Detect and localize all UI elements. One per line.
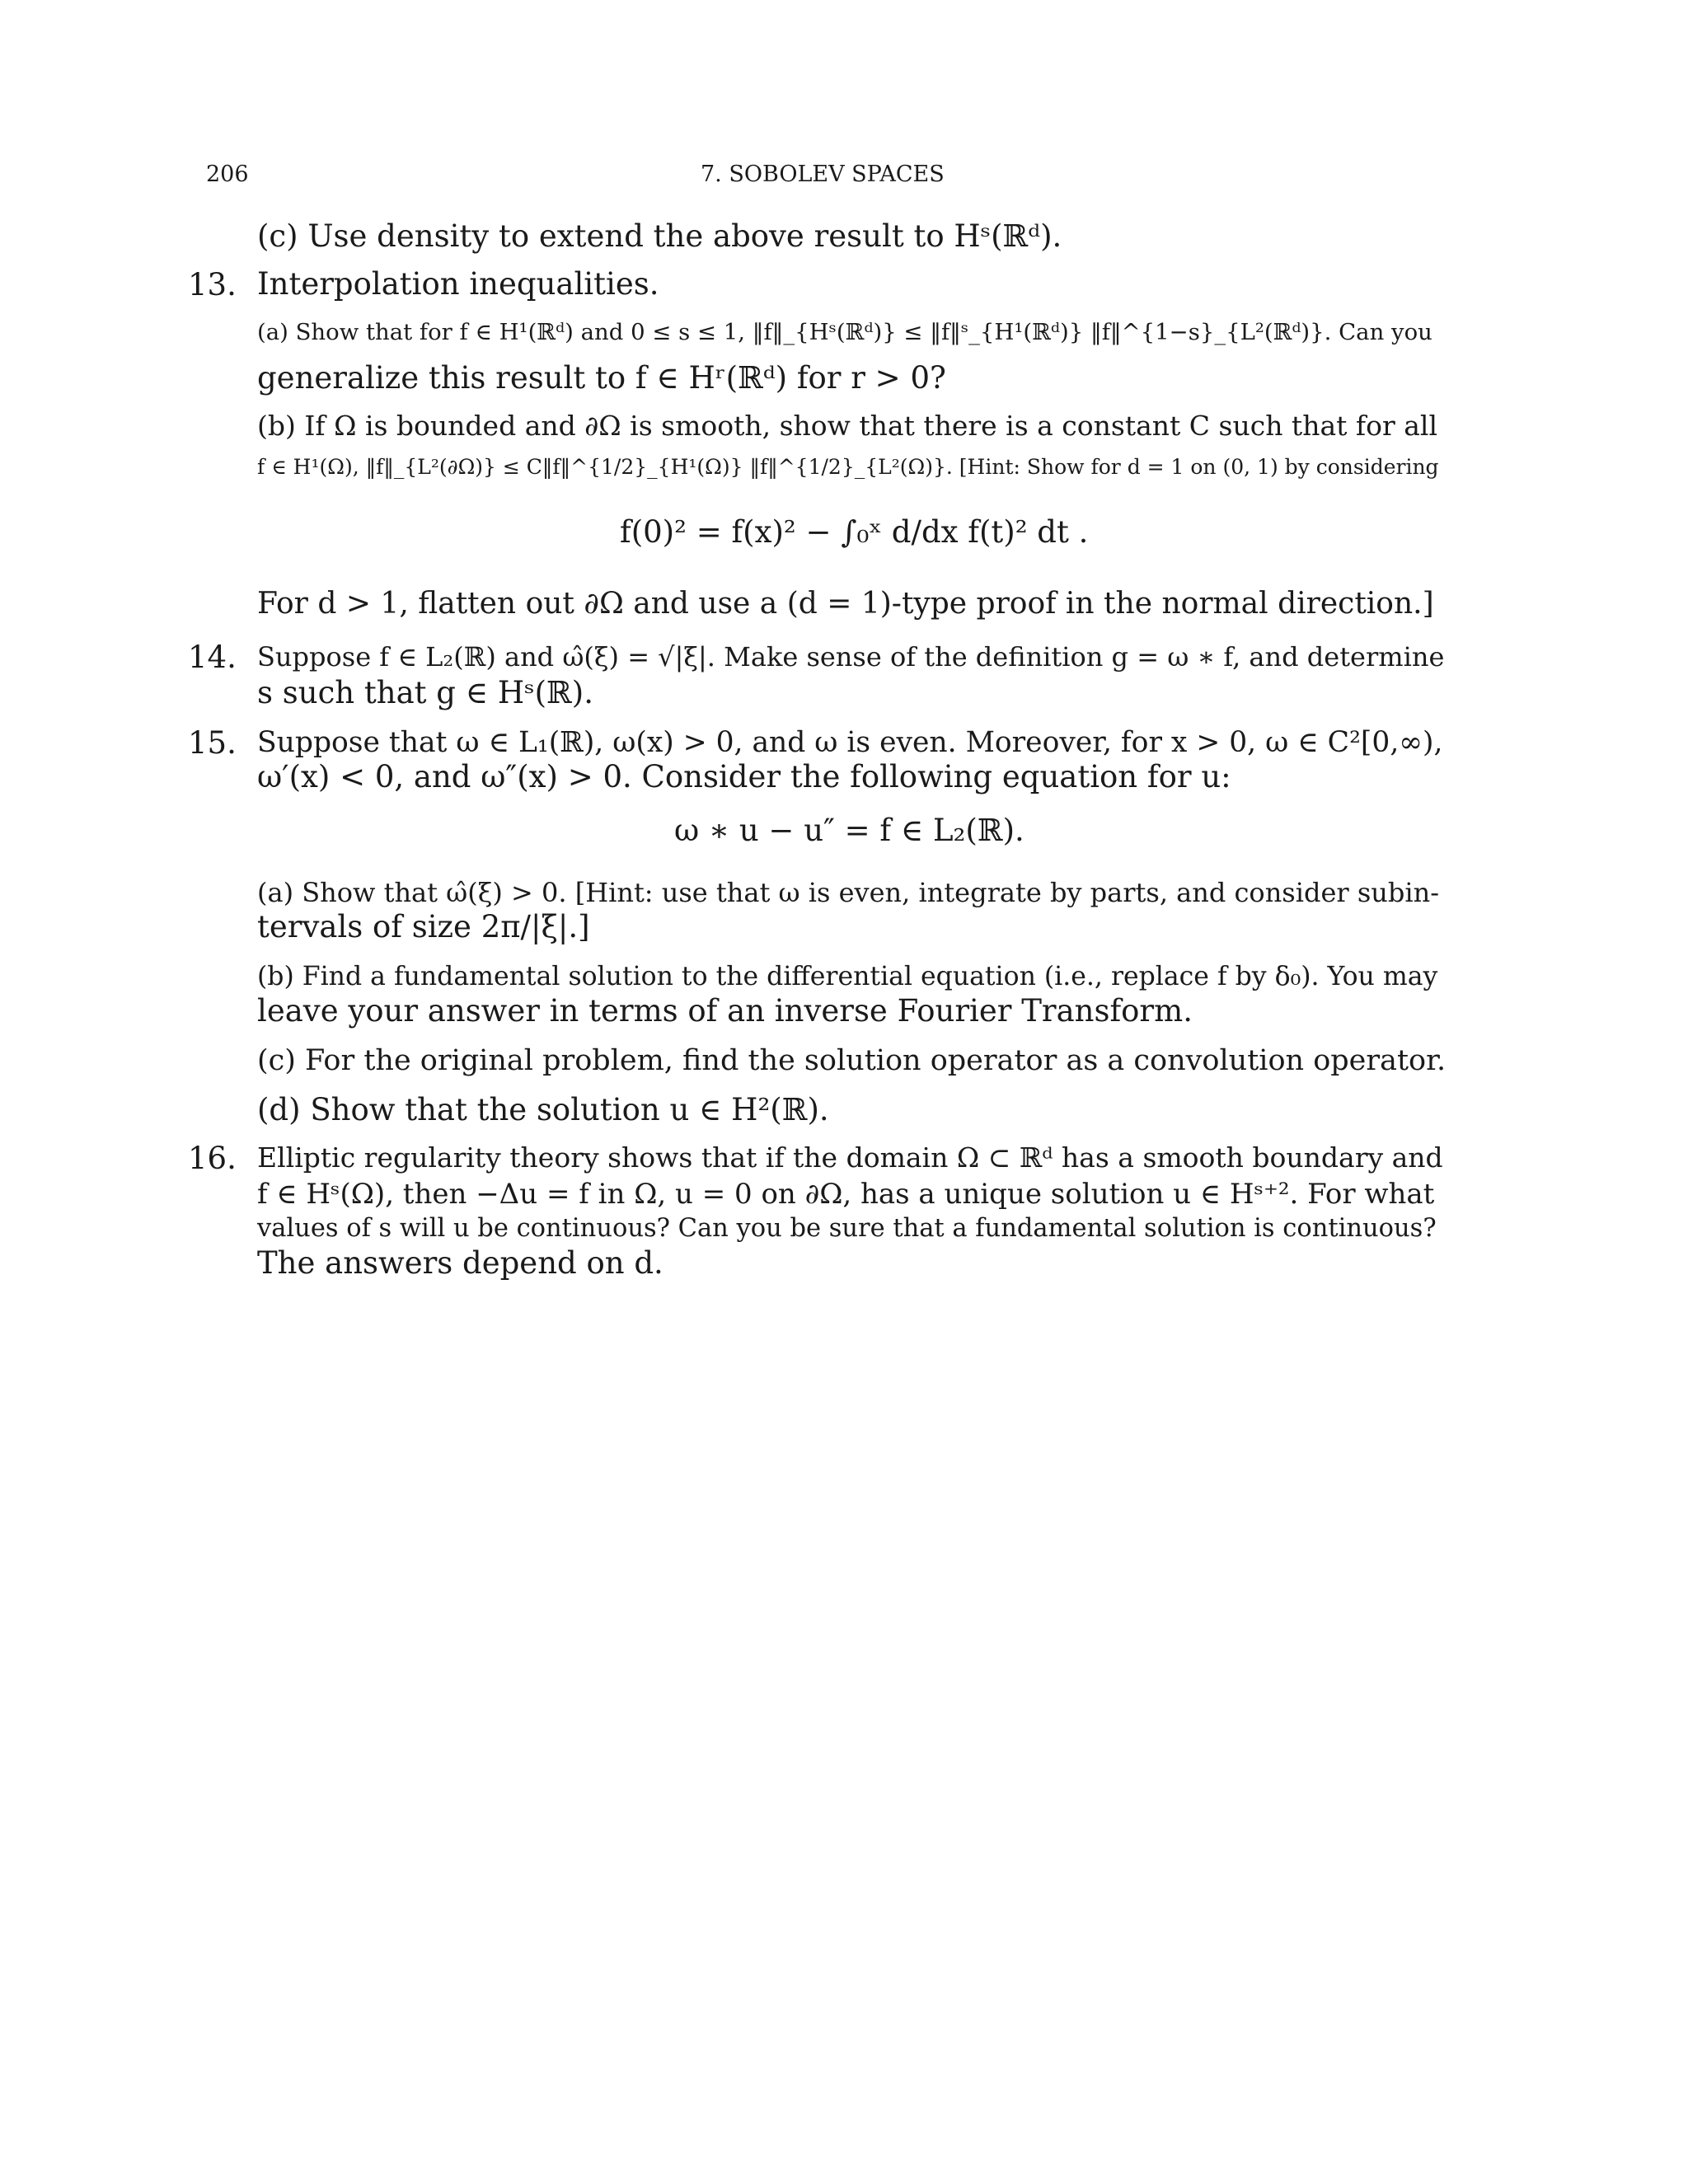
- problem-16-line-3: values of s will u be continuous? Can you be sure that a fundamental solution is continuous?: [257, 1214, 1437, 1243]
- problem-15b-line-2: leave your answer in terms of an inverse Fourier Transform.: [257, 993, 1193, 1029]
- equation-convolution: ω ∗ u − u″ = f ∈ L₂(ℝ).: [674, 813, 1025, 848]
- problem-15a-line-1: (a) Show that ω̂(ξ) > 0. [Hint: use that ω is even, integrate by parts, and consider subin-: [257, 877, 1440, 908]
- problem-13-title: Interpolation inequalities.: [257, 266, 659, 302]
- problem-16-number: 16.: [188, 1141, 237, 1176]
- problem-15-line-2: ω′(x) < 0, and ω″(x) > 0. Consider the following equation for u:: [257, 759, 1231, 794]
- equation-integral: f(0)² = f(x)² − ∫₀ˣ d/dx f(t)² dt .: [620, 514, 1089, 550]
- problem-13b-line-2: f ∈ H¹(Ω), ‖f‖_{L²(∂Ω)} ≤ C‖f‖^{1/2}_{H¹(Ω)} ‖f‖^{1/2}_{L²(Ω)}. [Hint: Show for d = 1 on (0, 1) by considering: [257, 455, 1439, 479]
- problem-13-number: 13.: [188, 267, 237, 302]
- problem-15d-line: (d) Show that the solution u ∈ H²(ℝ).: [257, 1092, 829, 1127]
- problem-15c-line: (c) For the original problem, find the solution operator as a convolution operator.: [257, 1044, 1447, 1077]
- problem-13a-line-2: generalize this result to f ∈ Hʳ(ℝᵈ) for r > 0?: [257, 360, 946, 396]
- problem-15-line-1: Suppose that ω ∈ L₁(ℝ), ω(x) > 0, and ω is even. Moreover, for x > 0, ω ∈ C²[0,∞),: [257, 726, 1443, 759]
- problem-16-line-2: f ∈ Hˢ(Ω), then −Δu = f in Ω, u = 0 on ∂Ω, has a unique solution u ∈ Hˢ⁺². For what: [257, 1178, 1435, 1211]
- problem-14-line-1: Suppose f ∈ L₂(ℝ) and ω̂(ξ) = √|ξ|. Make sense of the definition g = ω ∗ f, and determine: [257, 641, 1445, 673]
- problem-16-line-1: Elliptic regularity theory shows that if the domain Ω ⊂ ℝᵈ has a smooth boundary and: [257, 1141, 1443, 1174]
- problem-16-line-4: The answers depend on d.: [257, 1245, 663, 1281]
- problem-13a-line-1: (a) Show that for f ∈ H¹(ℝᵈ) and 0 ≤ s ≤ 1, ‖f‖_{Hˢ(ℝᵈ)} ≤ ‖f‖ˢ_{H¹(ℝᵈ)} ‖f‖^{1−s}_{L²(ℝᵈ)}. Can you: [257, 319, 1432, 345]
- problem-15a-line-2: tervals of size 2π/|ξ|.]: [257, 909, 590, 944]
- page-number: 206: [206, 162, 249, 187]
- problem-15b-line-1: (b) Find a fundamental solution to the differential equation (i.e., replace f by δ₀). You may: [257, 962, 1438, 991]
- problem-13b-line-3: For d > 1, flatten out ∂Ω and use a (d = 1)-type proof in the normal direction.]: [257, 587, 1434, 621]
- problem-15-number: 15.: [188, 725, 237, 761]
- problem-14-number: 14.: [188, 640, 237, 675]
- line-c-prev: (c) Use density to extend the above result to Hˢ(ℝᵈ).: [257, 218, 1062, 254]
- running-title: 7. SOBOLEV SPACES: [701, 162, 945, 187]
- problem-14-line-2: s such that g ∈ Hˢ(ℝ).: [257, 675, 593, 710]
- problem-13b-line-1: (b) If Ω is bounded and ∂Ω is smooth, show that there is a constant C such that for all: [257, 410, 1438, 442]
